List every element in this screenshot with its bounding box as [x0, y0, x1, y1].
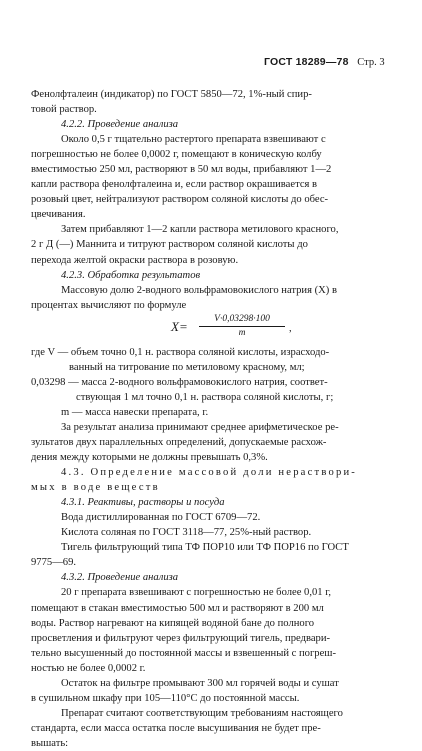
- text-line: в сушильном шкафу при 105—110°С до постоянной массы.: [31, 692, 300, 704]
- text-line: стандарта, если масса остатка после высушивания не будет пре-: [31, 722, 321, 734]
- formula-lhs: X=: [171, 318, 188, 334]
- text-line: 20 г препарата взвешивают с погрешностью не более 0,01 г,: [61, 587, 332, 599]
- formula: [31, 313, 414, 345]
- section-heading: 4.3.1. Реактивы, растворы и посуда: [61, 497, 225, 509]
- text-line: Кислота соляная по ГОСТ 3118—77, 25%-ный раствор.: [61, 527, 312, 539]
- page-number: Стр. 3: [357, 57, 385, 68]
- section-heading: 4.3. Определение массовой доли нераствори-: [61, 467, 358, 479]
- section-heading: 4.3.2. Проведение анализа: [61, 572, 179, 584]
- variable-definition: m — масса навески препарата, г.: [61, 406, 209, 418]
- text-line: Препарат считают соответствующим требованиям настоящего: [61, 707, 343, 719]
- text-line: тельно высушенный до постоянной массы и взвешенный с погреш-: [31, 647, 336, 659]
- text-line: где V — объем точно 0,1 н. раствора соляной кислоты, израсходо-: [31, 346, 330, 358]
- text-line: вместимостью 250 мл, растворяют в 50 мл воды, прибавляют 1—2: [31, 164, 332, 176]
- text-line: За результат анализа принимают среднее арифметическое ре-: [61, 421, 339, 433]
- standard-number: ГОСТ 18289—78: [264, 56, 349, 68]
- text-line: процентах вычисляют по формуле: [31, 299, 187, 311]
- document-body: [31, 87, 414, 751]
- text-line: Вода дистиллированная по ГОСТ 6709—72.: [61, 512, 261, 524]
- text-line: зультатов двух параллельных определений, допускаемые расхож-: [31, 436, 327, 448]
- text-line: розовый цвет, нейтрализуют раствором соляной кислоты до обес-: [31, 194, 329, 206]
- text-line: вышать:: [31, 737, 69, 749]
- text-line: цвечивания.: [31, 209, 86, 221]
- text-line: 9775—69.: [31, 557, 77, 569]
- text-line: помещают в стакан вместимостью 500 мл и растворяют в 200 мл: [31, 602, 324, 614]
- text-line: капли раствора фенолфталеина и, если раствор окрашивается в: [31, 179, 318, 191]
- section-heading: 4.2.3. Обработка результатов: [61, 269, 201, 281]
- formula-numerator: V·0,03298·100: [199, 313, 285, 327]
- text-line: ванный на титрование по метиловому красному, мл;: [69, 361, 305, 373]
- text-line: воды. Раствор нагревают на кипящей водяной бане до полного: [31, 617, 315, 629]
- text-line: Массовую долю 2-водного вольфрамовокислого натрия (X) в: [61, 284, 337, 296]
- text-line: ностью не более 0,0002 г.: [31, 662, 146, 674]
- text-line: товой раствор.: [31, 104, 97, 116]
- section-heading: 4.2.2. Проведение анализа: [61, 119, 179, 131]
- text-line: перехода желтой окраски раствора в розовую.: [31, 254, 239, 266]
- text-line: Фенолфталеин (индикатор) по ГОСТ 5850—72, 1%-ный спир-: [31, 89, 312, 100]
- text-line: Остаток на фильтре промывают 300 мл горячей воды и сушат: [61, 677, 339, 689]
- text-line: Около 0,5 г тщательно растертого препарата взвешивают с: [61, 134, 326, 146]
- formula-comma: ,: [289, 322, 292, 334]
- formula-denominator: m: [238, 327, 246, 338]
- text-line: Тигель фильтрующий типа ТФ ПОР10 или ТФ ПОР16 по ГОСТ: [61, 542, 349, 554]
- text-line: 0,03298 — масса 2-водного вольфрамовокислого натрия, соответ-: [31, 376, 328, 388]
- page-header: [264, 55, 422, 69]
- text-line: 2 г Д (—) Маннита и титруют раствором соляной кислоты до: [31, 239, 308, 251]
- text-line: ствующая 1 мл точно 0,1 н. раствора соляной кислоты, г;: [76, 391, 334, 403]
- text-line: Затем прибавляют 1—2 капли раствора метилового красного,: [61, 224, 339, 236]
- text-line: погрешностью не более 0,0002 г, помещают в коническую колбу: [31, 149, 322, 161]
- text-line: просветления и фильтруют через фильтрующий тигель, предвари-: [31, 632, 331, 644]
- formula-fraction: [199, 313, 285, 339]
- section-heading: мых в воде веществ: [31, 482, 160, 494]
- variable-definition: [31, 375, 414, 405]
- variable-definition: [31, 345, 414, 375]
- text-line: дения между которыми не должны превышать 0,3%.: [31, 452, 268, 464]
